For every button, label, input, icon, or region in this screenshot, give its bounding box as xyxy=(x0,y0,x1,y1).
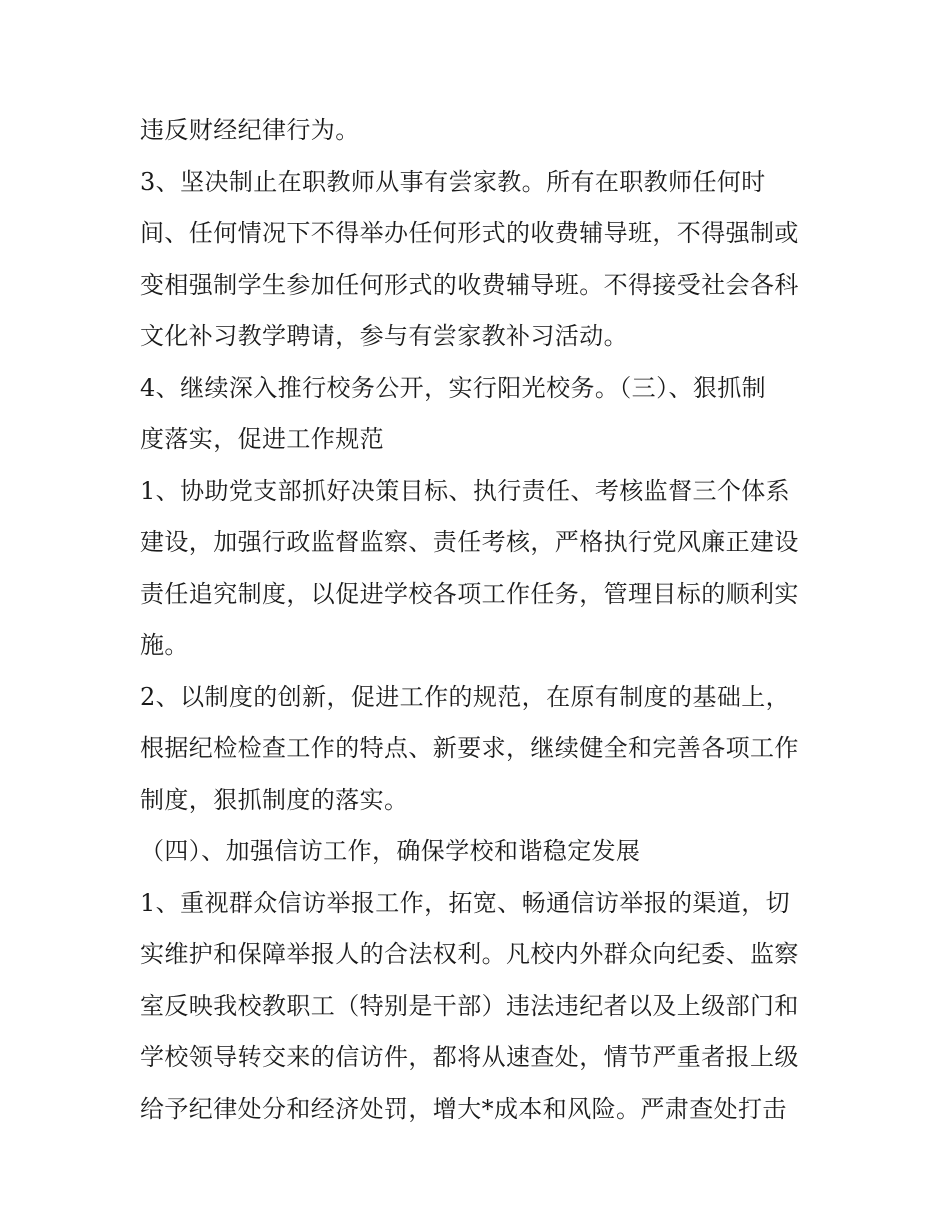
text-line: 学校领导转交来的信访件，都将从速查处，情节严重者报上级 xyxy=(140,1043,799,1071)
text-line: 4、继续深入推行校务公开，实行阳光校务。（三）、狠抓制 xyxy=(140,373,767,402)
text-line: 文化补习教学聘请，参与有尝家教补习活动。 xyxy=(140,322,628,350)
text-line: 度落实，促进工作规范 xyxy=(140,425,384,453)
text-line: 2、以制度的创新，促进工作的规范，在原有制度的基础上， xyxy=(140,682,791,711)
text-line: 变相强制学生参加任何形式的收费辅导班。不得接受社会各科 xyxy=(140,270,799,299)
text-line: 实维护和保障举报人的合法权利。凡校内外群众向纪委、监察 xyxy=(140,940,799,968)
text-line: 责任追究制度，以促进学校各项工作任务，管理目标的顺利实 xyxy=(140,579,799,608)
text-line: 违反财经纪律行为。 xyxy=(140,116,360,144)
text-line: 给予纪律处分和经济处罚，增大*成本和风险。严肃查处打击 xyxy=(140,1094,787,1123)
text-line: 间、任何情况下不得举办任何形式的收费辅导班，不得强制或 xyxy=(140,219,799,247)
text-line: 建设，加强行政监督监察、责任考核，严格执行党风廉正建设 xyxy=(140,528,799,556)
text-line: 施。 xyxy=(140,631,189,659)
text-line: 1、重视群众信访举报工作，拓宽、畅通信访举报的渠道，切 xyxy=(140,888,791,917)
text-line: （四）、加强信访工作，确保学校和谐稳定发展 xyxy=(140,837,641,865)
text-line: 室反映我校教职工（特别是干部）违法违纪者以及上级部门和 xyxy=(140,991,799,1020)
text-line: 制度，狠抓制度的落实。 xyxy=(140,785,409,814)
text-line: 3、坚决制止在职教师从事有尝家教。所有在职教师任何时 xyxy=(140,167,766,196)
document-body xyxy=(140,105,820,1135)
text-line: 1、协助党支部抓好决策目标、执行责任、考核监督三个体系 xyxy=(140,476,791,505)
text-line: 根据纪检检查工作的特点、新要求，继续健全和完善各项工作 xyxy=(140,734,799,762)
